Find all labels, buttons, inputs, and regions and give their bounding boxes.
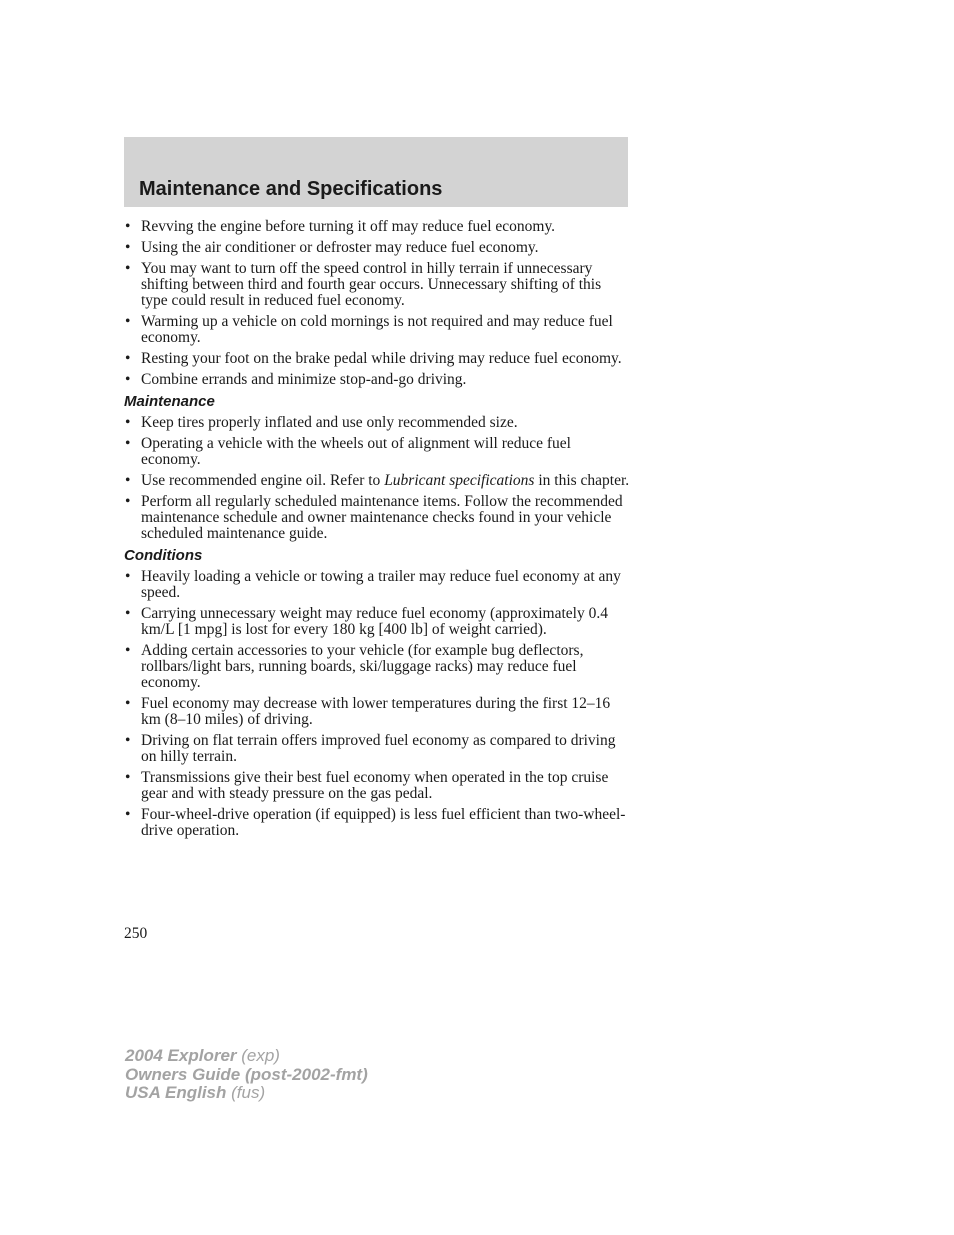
intro-bullet-list bbox=[124, 219, 630, 388]
conditions-heading: Conditions bbox=[124, 547, 203, 564]
list-item: • Carrying unnecessary weight may reduce fuel economy (approximately 0.4 km/L [1 mpg] is lost for every 180 kg [400 lb] of weight carried). bbox=[124, 606, 630, 638]
lubricant-specifications-reference: Lubricant specifications bbox=[384, 472, 535, 489]
list-item: • Warming up a vehicle on cold mornings is not required and may reduce fuel economy. bbox=[124, 314, 630, 346]
list-item: • Transmissions give their best fuel economy when operated in the top cruise gear and with steady pressure on the gas pedal. bbox=[124, 770, 630, 802]
footer-line-3 bbox=[125, 1084, 368, 1103]
list-item bbox=[124, 473, 630, 489]
list-item: • Combine errands and minimize stop-and-go driving. bbox=[124, 372, 630, 388]
footer-model: 2004 Explorer bbox=[125, 1046, 237, 1065]
text-run: Use recommended engine oil. Refer to bbox=[141, 472, 385, 489]
list-item: • Heavily loading a vehicle or towing a trailer may reduce fuel economy at any speed. bbox=[124, 569, 630, 601]
footer-language: USA English bbox=[125, 1083, 227, 1102]
list-item: • Four-wheel-drive operation (if equipped) is less fuel efficient than two-wheel-drive operation. bbox=[124, 807, 630, 839]
document-footer bbox=[125, 1047, 368, 1103]
maintenance-heading: Maintenance bbox=[124, 393, 215, 410]
list-item: • Using the air conditioner or defroster may reduce fuel economy. bbox=[124, 240, 630, 256]
footer-line-2 bbox=[125, 1066, 368, 1085]
footer-model-code: (exp) bbox=[236, 1046, 280, 1065]
list-item: • Fuel economy may decrease with lower temperatures during the first 12–16 km (8–10 miles) of driving. bbox=[124, 696, 630, 728]
list-item: • Driving on flat terrain offers improved fuel economy as compared to driving on hilly terrain. bbox=[124, 733, 630, 765]
section-header-band bbox=[124, 137, 628, 207]
page-number: 250 bbox=[124, 925, 148, 942]
list-item: • Resting your foot on the brake pedal while driving may reduce fuel economy. bbox=[124, 351, 630, 367]
list-item: • Keep tires properly inflated and use only recommended size. bbox=[124, 415, 630, 431]
footer-line-1 bbox=[125, 1047, 368, 1066]
text-run: in this chapter. bbox=[534, 472, 630, 489]
list-item: • You may want to turn off the speed control in hilly terrain if unnecessary shifting between third and fourth gear occurs. Unnecessary shifting of this type could result in reduced fuel economy. bbox=[124, 261, 630, 309]
list-item: • Perform all regularly scheduled maintenance items. Follow the recommended maintenance schedule and owner maintenance checks found in your vehicle scheduled maintenance guide. bbox=[124, 494, 630, 542]
list-item: • Revving the engine before turning it off may reduce fuel economy. bbox=[124, 219, 630, 235]
conditions-bullet-list bbox=[124, 569, 630, 839]
list-item: • Adding certain accessories to your vehicle (for example bug deflectors, rollbars/light bars, running boards, ski/luggage racks) may reduce fuel economy. bbox=[124, 643, 630, 691]
footer-language-code: (fus) bbox=[226, 1083, 266, 1102]
page-content bbox=[124, 219, 630, 844]
section-title: Maintenance and Specifications bbox=[139, 178, 443, 200]
list-item: • Operating a vehicle with the wheels out of alignment will reduce fuel economy. bbox=[124, 436, 630, 468]
maintenance-bullet-list bbox=[124, 415, 630, 542]
footer-guide: Owners Guide (post-2002-fmt) bbox=[125, 1064, 368, 1084]
